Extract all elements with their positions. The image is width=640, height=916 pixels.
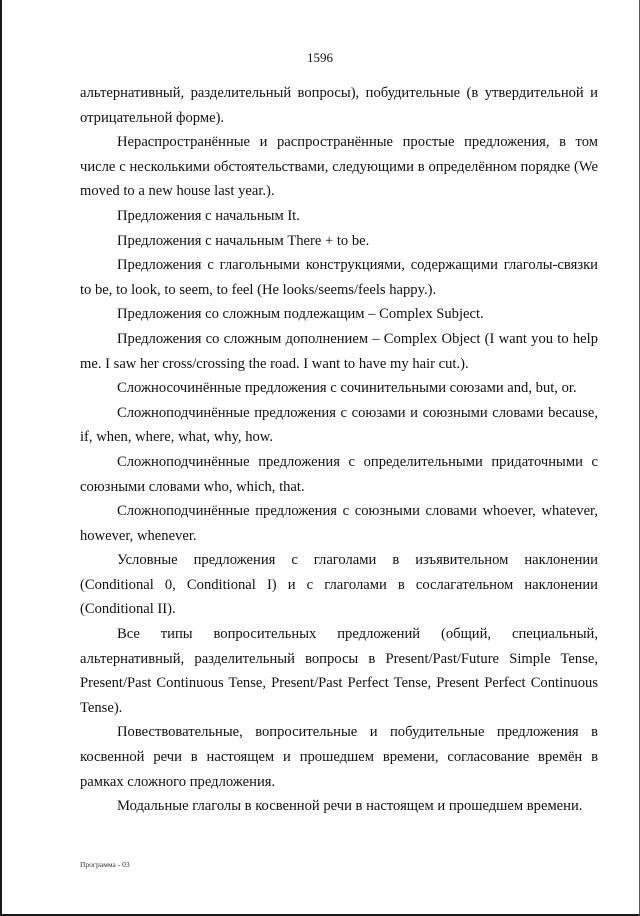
paragraph-2: Нераспространённые и распространённые простые предложения, в том числе с несколькими обстоятельствами, следующими в определённом порядке (We moved to a new house last year.). (80, 134, 598, 200)
footer-note: Программа - 03 (80, 860, 130, 869)
paragraph-14: Повествовательные, вопросительные и побудительные предложения в косвенной речи в настоящем и прошедшем времени, согласование времён в рамках сложного предложения. (80, 724, 598, 790)
page-number: 1596 (307, 50, 333, 65)
paragraph-13: Все типы вопросительных предложений (общий, специальный, альтернативный, разделительный вопросы в Present/Past/Future Simple Tense, Present/Past Continuous Tense, Present/Past Perfect Tense, Present Perfect Continuous Tense). (80, 626, 598, 716)
paragraph-15: Модальные глаголы в косвенной речи в настоящем и прошедшем времени. (117, 798, 583, 815)
paragraph-12: Условные предложения с глаголами в изъявительном наклонении (Conditional 0, Conditional I) и с глаголами в сослагательном наклонении (Conditional II). (80, 552, 598, 618)
paragraph-6: Предложения со сложным подлежащим – Complex Subject. (117, 306, 484, 323)
paragraph-7: Предложения со сложным дополнением – Complex Object (I want you to help me. I saw her cross/crossing the road. I want to have my hair cut.). (80, 330, 598, 372)
document-body (80, 81, 598, 819)
paragraph-9: Сложноподчинённые предложения с союзами и союзными словами because, if, when, where, what, why, how. (80, 404, 598, 446)
paragraph-11: Сложноподчинённые предложения с союзными словами whoever, whatever, however, whenever. (80, 503, 598, 544)
paragraph-5: Предложения с глагольными конструкциями, содержащими глаголы-связки to be, to look, to seem, to feel (He looks/seems/feels happy.). (80, 257, 598, 298)
paragraph-4: Предложения с начальным There + to be. (117, 232, 370, 249)
paragraph-8: Сложносочинённые предложения с сочинительными союзами and, but, or. (117, 380, 577, 397)
paragraph-10: Сложноподчинённые предложения с определительными придаточными с союзными словами who, which, that. (80, 453, 598, 495)
paragraph-3: Предложения с начальным It. (117, 207, 300, 224)
paragraph-1: альтернативный, разделительный вопросы), побудительные (в утвердительной и отрицательной форме). (80, 85, 598, 126)
